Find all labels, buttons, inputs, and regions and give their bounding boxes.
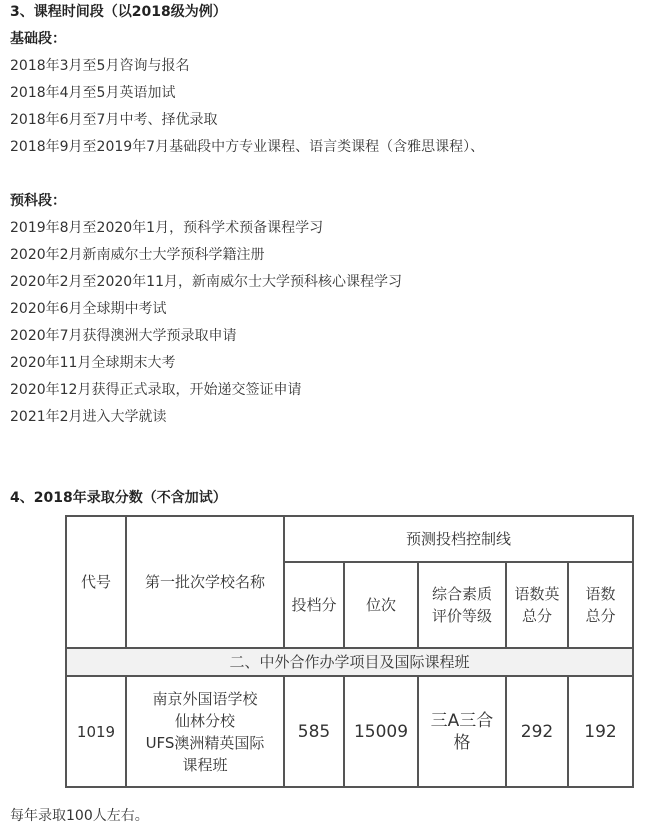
- preparatory-item: 2020年2月新南威尔士大学预科学籍注册: [10, 247, 265, 263]
- foundation-item: 2018年6月至7月中考、择优录取: [10, 112, 218, 128]
- preparatory-item: 2020年12月获得正式录取，开始递交签证申请: [10, 382, 302, 398]
- preparatory-item: 2021年2月进入大学就读: [10, 409, 167, 425]
- section-row-label: 二、中外合作办学项目及国际课程班: [66, 648, 633, 676]
- header-school-name: 第一批次学校名称: [126, 516, 284, 648]
- cell-quality-level: [418, 676, 506, 787]
- cell-total2: 192: [568, 676, 633, 787]
- preparatory-item: 2020年2月至2020年11月，新南威尔士大学预科核心课程学习: [10, 274, 402, 290]
- header-code: 代号: [66, 516, 126, 648]
- cell-total3: 292: [506, 676, 568, 787]
- header-quality-line2: 评价等级: [431, 607, 492, 625]
- header-total3: [506, 562, 568, 648]
- header-score: 投档分: [284, 562, 344, 648]
- preparatory-item: 2020年11月全球期末大考: [10, 355, 176, 371]
- quality-line2: 格: [453, 732, 471, 753]
- header-quality-level: [418, 562, 506, 648]
- header-rank: 位次: [344, 562, 418, 648]
- foundation-item: 2018年3月至5月咨询与报名: [10, 58, 190, 74]
- section3-heading: 3、课程时间段（以2018级为例）: [10, 4, 227, 20]
- cell-score: 585: [284, 676, 344, 787]
- header-quality-line1: 综合素质: [431, 585, 492, 603]
- school-name-line: 课程班: [182, 755, 228, 774]
- school-name-line: UFS澳洲精英国际: [145, 733, 265, 752]
- cell-code: 1019: [66, 676, 126, 787]
- school-name-line: 仙林分校: [174, 711, 235, 730]
- header-total2-line1: 语数: [585, 585, 616, 603]
- header-control-line: 预测投档控制线: [284, 516, 633, 562]
- header-total2: [568, 562, 633, 648]
- foundation-item: 2018年4月至5月英语加试: [10, 85, 176, 101]
- table-row: [66, 676, 633, 787]
- quality-line1: 三A三合: [430, 710, 494, 731]
- preparatory-item: 2020年6月全球期中考试: [10, 301, 167, 317]
- preparatory-title: 预科段：: [10, 193, 66, 209]
- foundation-title: 基础段：: [10, 31, 66, 47]
- header-total3-line1: 语数英: [514, 585, 560, 603]
- section4-heading: 4、2018年录取分数（不含加试）: [10, 490, 227, 506]
- preparatory-item: 2019年8月至2020年1月，预科学术预备课程学习: [10, 220, 324, 236]
- preparatory-item: 2020年7月获得澳洲大学预录取申请: [10, 328, 237, 344]
- header-total3-line2: 总分: [521, 607, 552, 625]
- cell-school-name: [126, 676, 284, 787]
- admission-score-table: [65, 515, 632, 786]
- school-name-line: 南京外国语学校: [152, 689, 258, 708]
- foundation-item: 2018年9月至2019年7月基础段中方专业课程、语言类课程（含雅思课程）、: [10, 139, 485, 155]
- header-total2-line2: 总分: [585, 607, 616, 625]
- cell-rank: 15009: [344, 676, 418, 787]
- footnote: 每年录取100人左右。: [10, 808, 149, 824]
